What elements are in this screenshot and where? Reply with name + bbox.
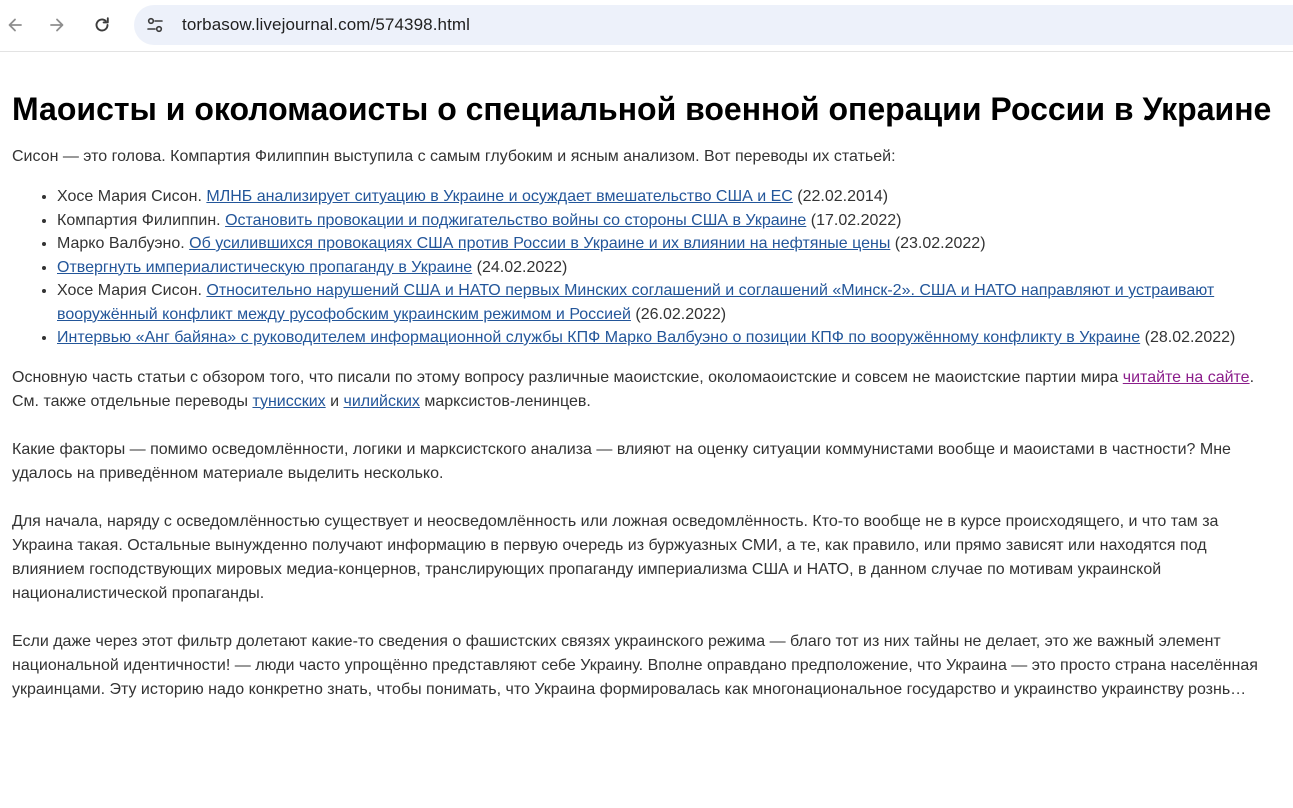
chilean-link[interactable]: чилийских bbox=[343, 392, 420, 410]
arrow-right-icon bbox=[47, 15, 67, 35]
item-prefix: Хосе Мария Сисон. bbox=[57, 282, 207, 299]
article-intro: Сисон — это голова. Компартия Филиппин выступила с самым глубоким и ясным анализом. Вот переводы их статьей: bbox=[12, 148, 896, 165]
item-date: (17.02.2022) bbox=[806, 211, 902, 229]
read-on-site-link[interactable]: читайте на сайте bbox=[1122, 368, 1250, 386]
paragraph-text: . См. также отдельные переводы bbox=[12, 368, 1255, 410]
item-prefix: Компартия Филиппин. bbox=[57, 211, 226, 229]
list-item bbox=[57, 326, 1274, 350]
paragraph-overview bbox=[12, 366, 1274, 414]
paragraph-text: Основную часть статьи с обзором того, что писали по этому вопросу различные маоистские, околомаоистские и совсем не маоистские партии мира bbox=[12, 368, 1123, 386]
article-link[interactable]: МЛНБ анализирует ситуацию в Украине и осуждает вмешательство США и ЕС bbox=[206, 188, 793, 205]
tunisian-link[interactable]: тунисских bbox=[252, 392, 326, 410]
item-date: (26.02.2022) bbox=[630, 305, 727, 323]
item-prefix: Марко Валбуэно. bbox=[57, 235, 190, 252]
article-link[interactable]: Отвергнуть империалистическую пропаганду в Украине bbox=[57, 258, 473, 276]
reload-button[interactable] bbox=[87, 10, 117, 40]
article-link[interactable]: Об усилившихся провокациях США против России в Украине и их влиянии на нефтяные цены bbox=[189, 235, 891, 252]
article-link[interactable]: Остановить провокации и поджигательство войны со стороны США в Украине bbox=[225, 211, 807, 229]
site-info-button[interactable] bbox=[140, 10, 170, 40]
item-prefix: Хосе Мария Сисон. bbox=[57, 188, 207, 205]
arrow-left-icon bbox=[5, 15, 25, 35]
paragraph-text: марксистов-ленинцев. bbox=[419, 392, 591, 410]
article-title: Маоисты и околомаоисты о специальной военной операции России в Украине bbox=[12, 91, 1272, 127]
list-item bbox=[57, 185, 1274, 209]
list-item bbox=[57, 256, 1274, 280]
paragraph-filter: Если даже через этот фильтр долетают какие-то сведения о фашистских связях украинского режима — благо тот из них тайны не делает, это же важный элемент национальной идентичности! — люди часто упрощённо представляют себе Украину. Вполне оправдано предположение, что Украина — это просто страна населённая украинцами. Эту историю надо конкретно знать, чтобы понимать, что Украина формировалась как многонациональное государство и украинство украинству рознь… bbox=[12, 632, 1258, 698]
list-item bbox=[57, 279, 1274, 326]
article bbox=[12, 52, 1274, 702]
item-date: (28.02.2022) bbox=[1140, 329, 1236, 346]
list-item bbox=[57, 232, 1274, 256]
paragraph-text: и bbox=[325, 392, 344, 410]
paragraph-factors: Какие факторы — помимо осведомлённости, логики и марксистского анализа — влияют на оценку ситуации коммунистами вообще и маоистами в частности? Мне удалось на приведённом материале выделить несколько. bbox=[12, 440, 1231, 482]
item-date: (23.02.2022) bbox=[890, 235, 986, 252]
item-date: (22.02.2014) bbox=[792, 188, 889, 205]
article-link[interactable]: Относительно нарушений США и НАТО первых Минских соглашений и соглашений «Минск-2». США и НАТО направляют и устраивают вооружённый конфликт между русофобским украинским режимом и Россией bbox=[57, 282, 1215, 323]
back-button[interactable] bbox=[0, 10, 30, 40]
reload-icon bbox=[92, 15, 112, 35]
paragraph-awareness: Для начала, наряду с осведомлённостью существует и неосведомлённость или ложная осведомлённость. Кто-то вообще не в курсе происходящего, и что там за Украина такая. Остальные вынужденно получают информацию в первую очередь из буржуазных СМИ, а те, как правило, или прямо зависят или находятся под влиянием господствующих мировых медиа-концернов, транслирующих пропаганду империализма США и НАТО, в данном случае по мотивам украинской националистической пропаганды. bbox=[12, 512, 1219, 602]
forward-button[interactable] bbox=[42, 10, 72, 40]
translations-list bbox=[12, 185, 1274, 350]
address-bar[interactable] bbox=[134, 5, 1293, 45]
tune-icon bbox=[146, 16, 164, 34]
list-item bbox=[57, 209, 1274, 233]
item-date: (24.02.2022) bbox=[472, 258, 568, 276]
article-link[interactable]: Интервью «Анг байяна» с руководителем информационной службы КПФ Марко Валбуэно о позиции КПФ по вооружённому конфликту в Украине bbox=[57, 329, 1141, 346]
browser-toolbar bbox=[0, 0, 1293, 52]
url-text[interactable]: torbasow.livejournal.com/574398.html bbox=[182, 15, 471, 34]
